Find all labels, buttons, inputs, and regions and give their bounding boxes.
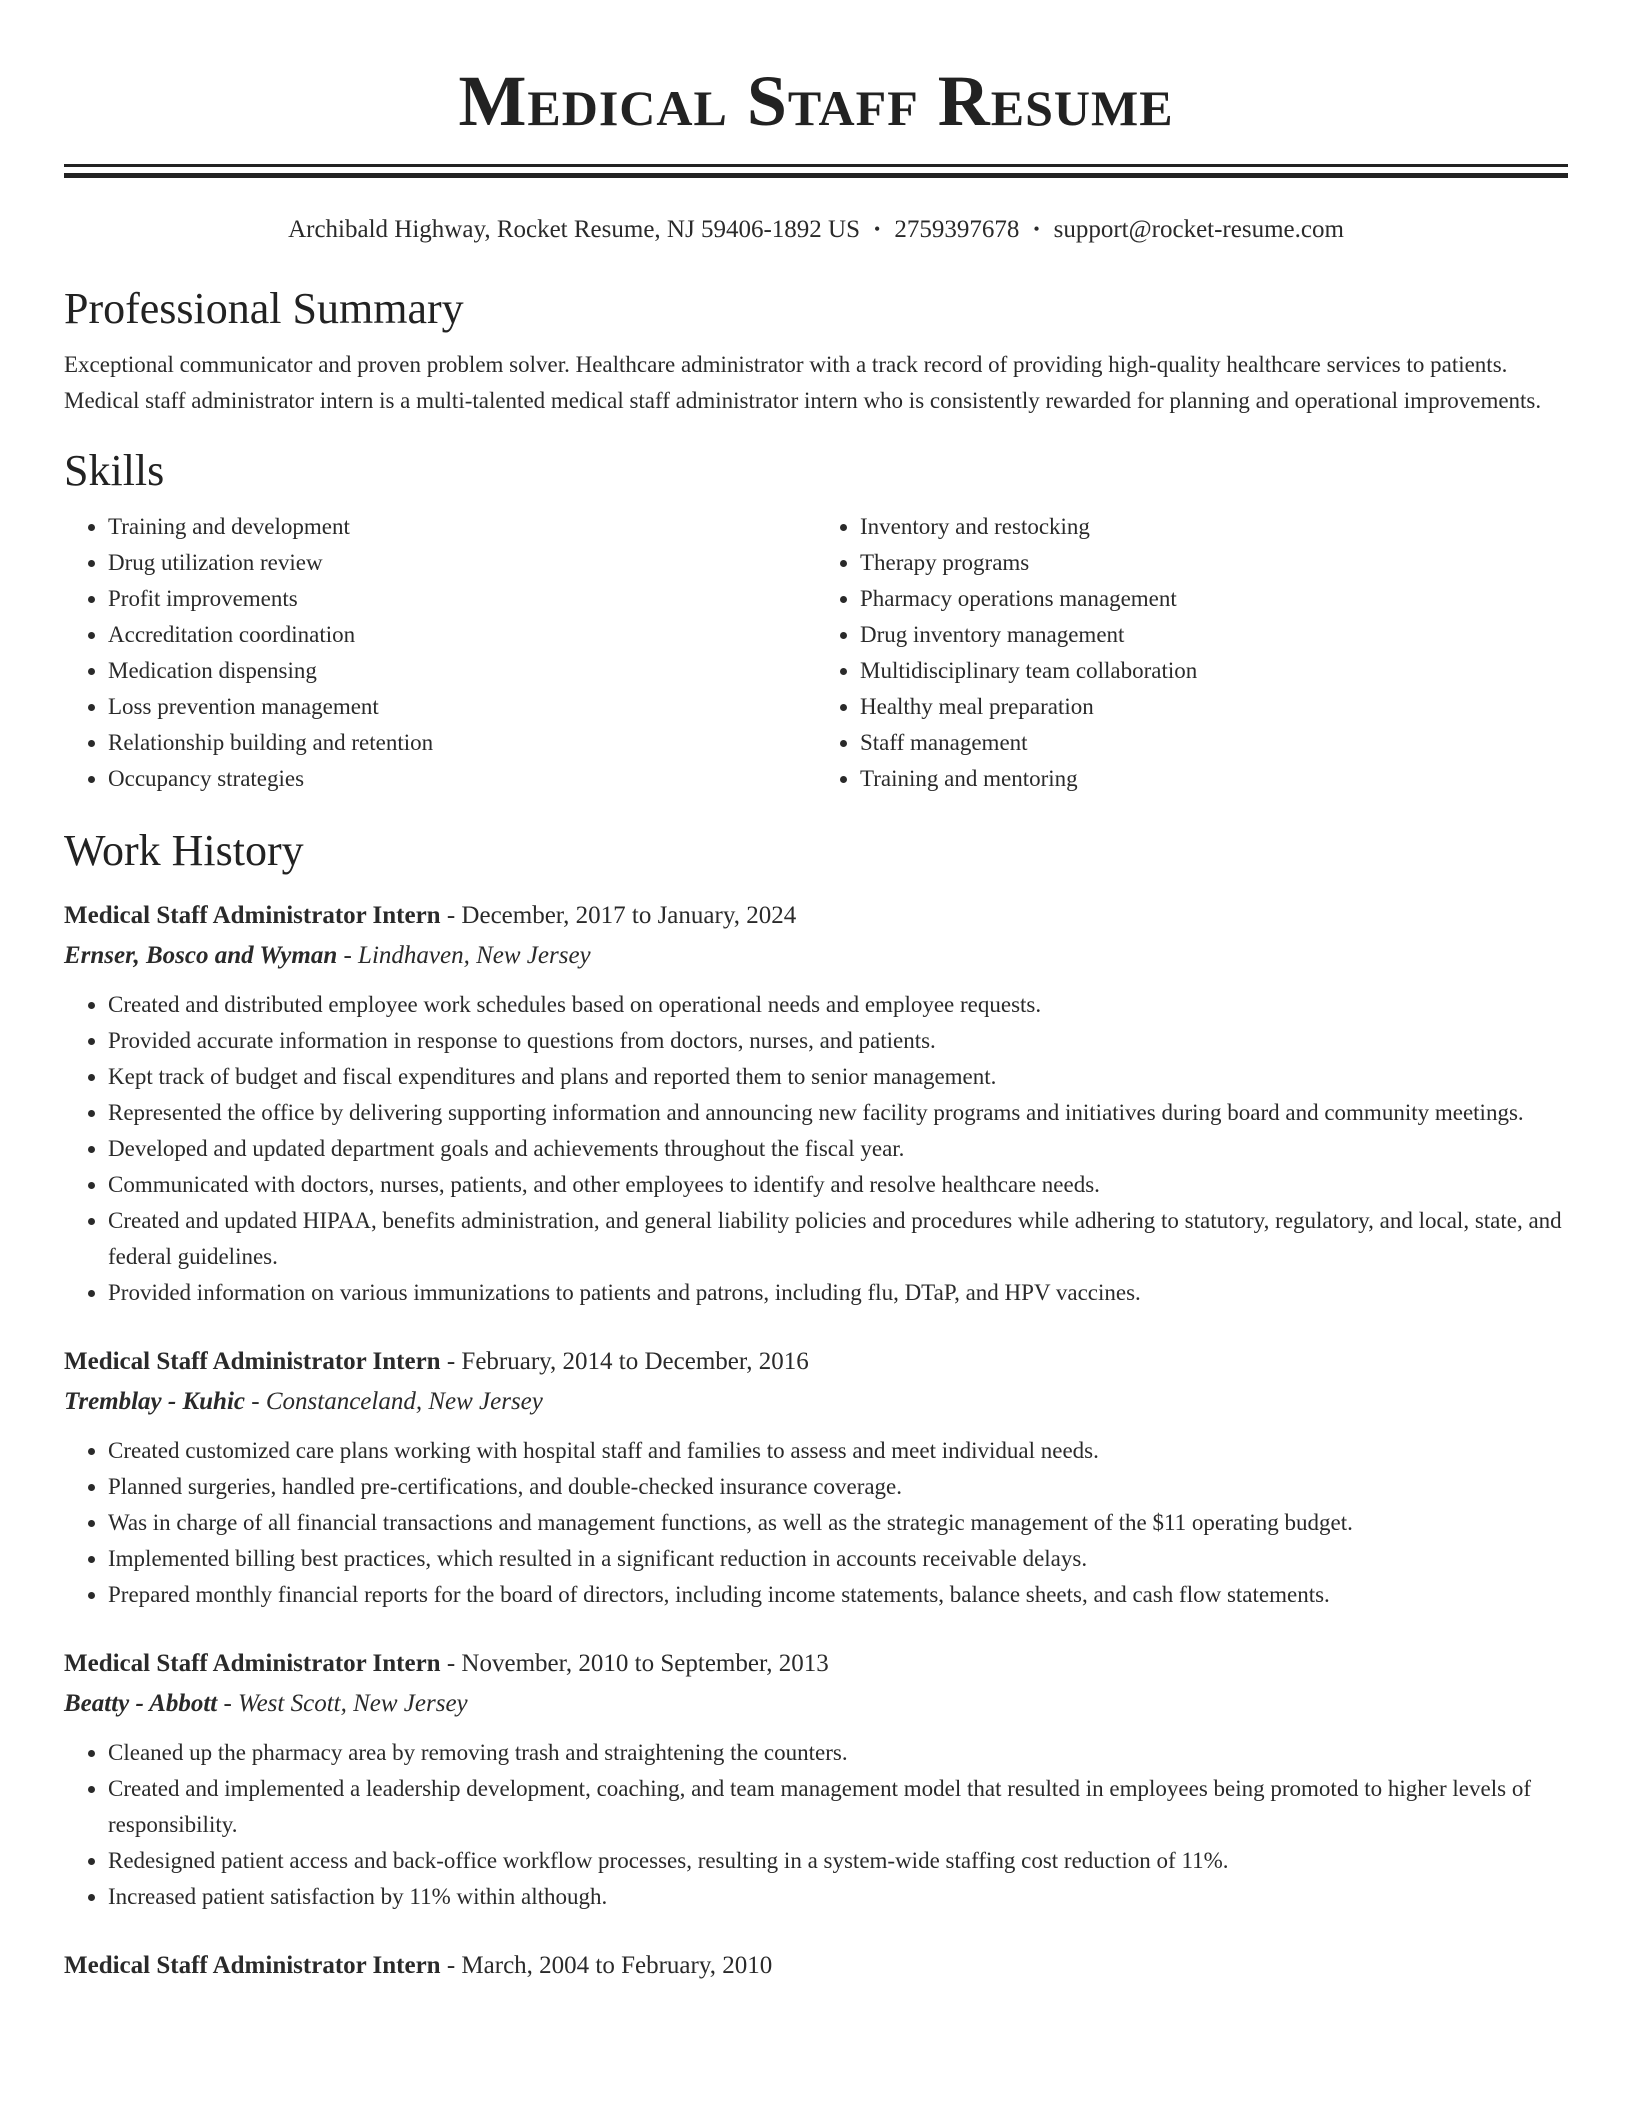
job-entry (64, 1647, 1568, 1915)
job-bullet: • Created customized care plans working with hospital staff and families to assess and meet individual needs. (108, 1433, 1568, 1469)
job-bullet: • Was in charge of all financial transactions and management functions, as well as the strategic management of the $11 operating budget. (108, 1505, 1568, 1541)
skill-item: • Relationship building and retention (108, 725, 816, 761)
job-bullet: • Represented the office by delivering supporting information and announcing new facility programs and initiatives during board and community meetings. (108, 1095, 1568, 1131)
job-bullet: • Provided accurate information in response to questions from doctors, nurses, and patients. (108, 1023, 1568, 1059)
skill-item: • Therapy programs (860, 545, 1568, 581)
job-bullet: • Cleaned up the pharmacy area by removing trash and straightening the counters. (108, 1735, 1568, 1771)
skills-column-right (816, 509, 1568, 797)
job-title: Medical Staff Administrator Intern (64, 902, 441, 929)
job-bullet: • Provided information on various immunizations to patients and patrons, including flu, DTaP, and HPV vaccines. (108, 1275, 1568, 1311)
company-line (64, 1687, 1568, 1721)
skills-column-left (64, 509, 816, 797)
contact-separator: • (874, 219, 881, 239)
skill-item: • Inventory and restocking (860, 509, 1568, 545)
job-bullet: • Planned surgeries, handled pre-certifications, and double-checked insurance coverage. (108, 1469, 1568, 1505)
company-line (64, 939, 1568, 973)
work-history-heading: Work History (64, 826, 304, 875)
company-location: - West Scott, New Jersey (217, 1690, 468, 1717)
summary-heading: Professional Summary (64, 284, 464, 333)
job-title: Medical Staff Administrator Intern (64, 1348, 441, 1375)
contact-address: Archibald Highway, Rocket Resume, NJ 59406-1892 US (288, 216, 860, 243)
skill-item: • Multidisciplinary team collaboration (860, 653, 1568, 689)
contact-email: support@rocket-resume.com (1053, 216, 1344, 243)
job-entry (64, 1345, 1568, 1613)
skill-item: • Loss prevention management (108, 689, 816, 725)
skill-item: • Pharmacy operations management (860, 581, 1568, 617)
job-bullet: • Increased patient satisfaction by 11% within although. (108, 1879, 1568, 1915)
summary-text: Exceptional communicator and proven problem solver. Healthcare administrator with a track record of providing high-quality healthcare services to patients. Medical staff administrator intern is a multi-talented medical staff administrator intern who is consistently rewarded for planning and operational improvements. (64, 352, 1542, 413)
job-dates: - December, 2017 to January, 2024 (440, 902, 797, 929)
skills-list (64, 509, 1568, 797)
job-dates: - November, 2010 to September, 2013 (440, 1650, 829, 1677)
job-dates: - February, 2014 to December, 2016 (440, 1348, 809, 1375)
skill-item: • Training and mentoring (860, 761, 1568, 797)
job-bullet: • Created and implemented a leadership development, coaching, and team management model that resulted in employees being promoted to higher levels of responsibility. (108, 1771, 1568, 1843)
job-bullets (64, 1433, 1568, 1613)
title-divider-thick (64, 173, 1568, 178)
job-bullets (64, 1735, 1568, 1915)
job-bullet: • Implemented billing best practices, which resulted in a significant reduction in accounts receivable delays. (108, 1541, 1568, 1577)
job-title: Medical Staff Administrator Intern (64, 1650, 441, 1677)
company-name: Beatty - Abbott (64, 1690, 218, 1717)
job-entry (64, 1949, 1568, 1983)
company-line (64, 1385, 1568, 1419)
job-bullets (64, 987, 1568, 1311)
job-dates: - March, 2004 to February, 2010 (440, 1952, 773, 1979)
skill-item: • Occupancy strategies (108, 761, 816, 797)
job-title-line (64, 1647, 1568, 1681)
skill-item: • Staff management (860, 725, 1568, 761)
company-location: - Constanceland, New Jersey (245, 1388, 543, 1415)
job-entry (64, 899, 1568, 1311)
job-bullet: • Communicated with doctors, nurses, patients, and other employees to identify and resolve healthcare needs. (108, 1167, 1568, 1203)
skill-item: • Healthy meal preparation (860, 689, 1568, 725)
resume-title: Medical Staff Resume (458, 61, 1174, 141)
skill-item: • Accreditation coordination (108, 617, 816, 653)
company-name: Ernser, Bosco and Wyman (64, 942, 338, 969)
skill-item: • Medication dispensing (108, 653, 816, 689)
job-bullet: • Kept track of budget and fiscal expenditures and plans and reported them to senior management. (108, 1059, 1568, 1095)
job-bullet: • Developed and updated department goals and achievements throughout the fiscal year. (108, 1131, 1568, 1167)
skill-item: • Drug utilization review (108, 545, 816, 581)
skill-item: • Profit improvements (108, 581, 816, 617)
job-bullet: • Redesigned patient access and back-office workflow processes, resulting in a system-wide staffing cost reduction of 11%. (108, 1843, 1568, 1879)
job-bullet: • Created and updated HIPAA, benefits administration, and general liability policies and procedures while adhering to statutory, regulatory, and local, state, and federal guidelines. (108, 1203, 1568, 1275)
company-location: - Lindhaven, New Jersey (337, 942, 591, 969)
skill-item: • Drug inventory management (860, 617, 1568, 653)
contact-separator: • (1033, 219, 1040, 239)
contact-phone: 2759397678 (894, 216, 1020, 243)
skill-item: • Training and development (108, 509, 816, 545)
job-title-line (64, 899, 1568, 933)
job-title-line (64, 1949, 1568, 1983)
skills-heading: Skills (64, 446, 165, 495)
company-name: Tremblay - Kuhic (64, 1388, 246, 1415)
title-divider-thin (64, 164, 1568, 167)
job-title-line (64, 1345, 1568, 1379)
job-bullet: • Created and distributed employee work schedules based on operational needs and employee requests. (108, 987, 1568, 1023)
job-bullet: • Prepared monthly financial reports for the board of directors, including income statements, balance sheets, and cash flow statements. (108, 1577, 1568, 1613)
contact-line (64, 214, 1568, 245)
job-title: Medical Staff Administrator Intern (64, 1952, 441, 1979)
